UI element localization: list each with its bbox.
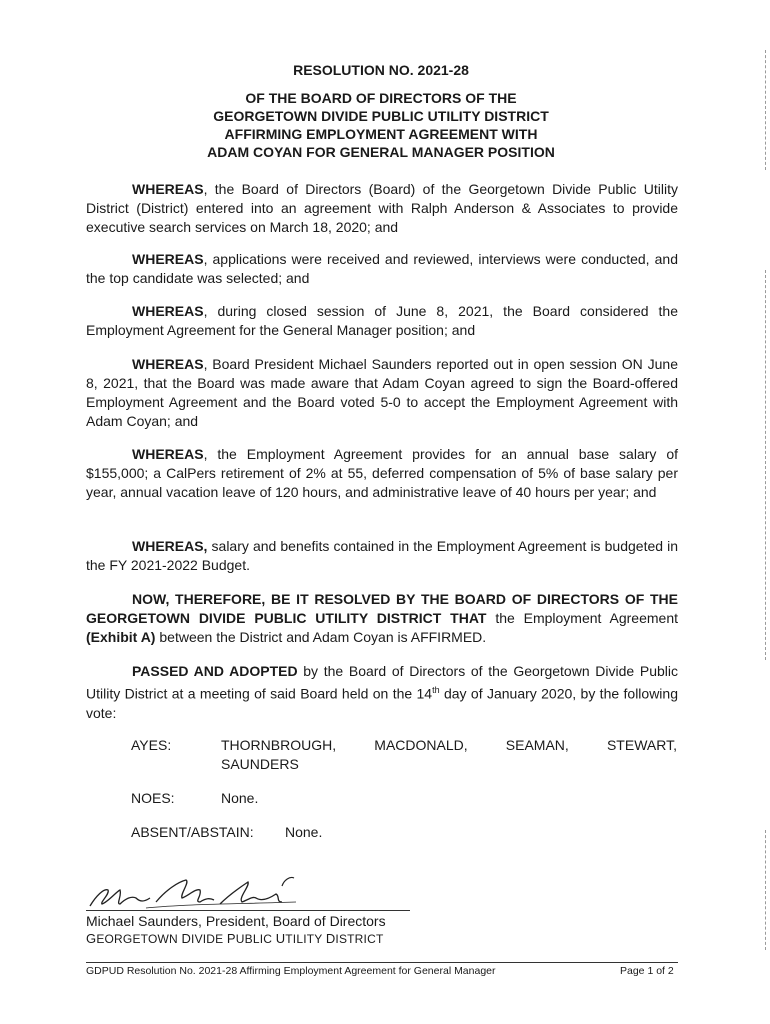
district-name: GEORGETOWN DIVIDE PUBLIC UTILITY DISTRICT	[86, 931, 384, 946]
recital-text: , the Employment Agreement provides for an annual base salary of $155,000; a CalPers retirement of 2% at 55, deferred compensation of 5% of base salary per year, annual vacation leave of 120 hours, and administrative leave of 40 hours per year; and	[86, 446, 678, 500]
passed-lead: PASSED AND ADOPTED	[132, 663, 298, 679]
ayes-row	[131, 736, 677, 776]
passed-paragraph	[86, 662, 678, 723]
date-superscript: th	[432, 685, 440, 695]
recital-paragraph	[86, 250, 678, 288]
resolved-paragraph	[86, 590, 678, 647]
signer-name: Michael Saunders, President, Board of Directors	[86, 913, 386, 929]
ayes-label: AYES:	[131, 737, 172, 753]
recital-lead: WHEREAS	[132, 356, 204, 372]
aye-name: STEWART,	[606, 737, 677, 753]
recital-paragraph	[86, 445, 678, 502]
recital-paragraph	[86, 355, 678, 431]
recital-paragraph	[86, 180, 678, 237]
recital-lead: WHEREAS,	[132, 538, 208, 554]
recital-paragraph	[86, 537, 678, 575]
recital-lead: WHEREAS	[132, 446, 204, 462]
heading-line: OF THE BOARD OF DIRECTORS OF THE	[245, 90, 517, 106]
noes-row	[131, 789, 259, 808]
footer-title: GDPUD Resolution No. 2021-28 Affirming Employment Agreement for General Manager	[86, 965, 496, 977]
noes-value: None.	[221, 790, 259, 806]
signature-line	[86, 910, 410, 911]
noes-label: NOES:	[131, 790, 175, 806]
scan-edge-mark	[765, 830, 766, 950]
recital-text: salary and benefits contained in the Employment Agreement is budgeted in the FY 2021-2022 Budget.	[86, 538, 678, 573]
ayes-names	[221, 736, 677, 774]
scan-edge-mark	[765, 270, 766, 660]
resolved-lead: NOW, THEREFORE, BE IT RESOLVED BY THE BOARD OF DIRECTORS OF THE GEORGETOWN DIVIDE PUBLIC UTILITY DISTRICT THAT	[86, 591, 678, 626]
aye-name: MACDONALD,	[374, 737, 468, 753]
recital-lead: WHEREAS	[132, 251, 204, 267]
recital-text: , during closed session of June 8, 2021, the Board considered the Employment Agreement for the General Manager position; and	[86, 303, 678, 338]
aye-name: THORNBROUGH,	[221, 737, 337, 753]
exhibit-reference: (Exhibit A)	[86, 629, 156, 645]
recital-text: , Board President Michael Saunders reported out in open session ON June 8, 2021, that the Board was made aware that Adam Coyan agreed to sign the Board-offered Employment Agreement and the Board voted 5-0 to accept the Employment Agreement with Adam Coyan; and	[86, 356, 678, 429]
heading-line: AFFIRMING EMPLOYMENT AGREEMENT WITH	[224, 126, 538, 142]
resolved-text: the Employment Agreement	[486, 610, 678, 626]
recital-paragraph	[86, 302, 678, 340]
heading-line: ADAM COYAN FOR GENERAL MANAGER POSITION	[207, 144, 555, 160]
aye-name: SEAMAN,	[505, 737, 569, 753]
recital-text: , applications were received and reviewed, interviews were conducted, and the top candidate was selected; and	[86, 251, 678, 286]
passed-text: day of January 2020, by the following vote:	[86, 685, 678, 721]
heading-line: GEORGETOWN DIVIDE PUBLIC UTILITY DISTRICT	[213, 108, 549, 124]
aye-name: SAUNDERS	[221, 756, 299, 772]
resolved-text: between the District and Adam Coyan is AFFIRMED.	[155, 629, 487, 645]
recital-lead: WHEREAS	[132, 181, 204, 197]
scan-edge-mark	[765, 50, 766, 170]
page-number: Page 1 of 2	[620, 965, 674, 977]
resolution-number: RESOLUTION NO. 2021-28	[293, 62, 469, 78]
resolution-heading	[86, 89, 676, 161]
recital-text: , the Board of Directors (Board) of the Georgetown Divide Public Utility District (District) entered into an agreement with Ralph Anderson & Associates to provide executive search services on March 18, 2020; and	[86, 181, 678, 235]
absent-label: ABSENT/ABSTAIN:	[131, 824, 254, 840]
absent-value: None.	[285, 824, 323, 840]
recital-lead: WHEREAS	[132, 303, 204, 319]
footer-rule	[86, 962, 678, 963]
passed-text: by the Board of Directors of the Georgetown Divide Public Utility District at a meeting of said Board held on the 14	[86, 663, 678, 702]
absent-row	[131, 823, 323, 842]
